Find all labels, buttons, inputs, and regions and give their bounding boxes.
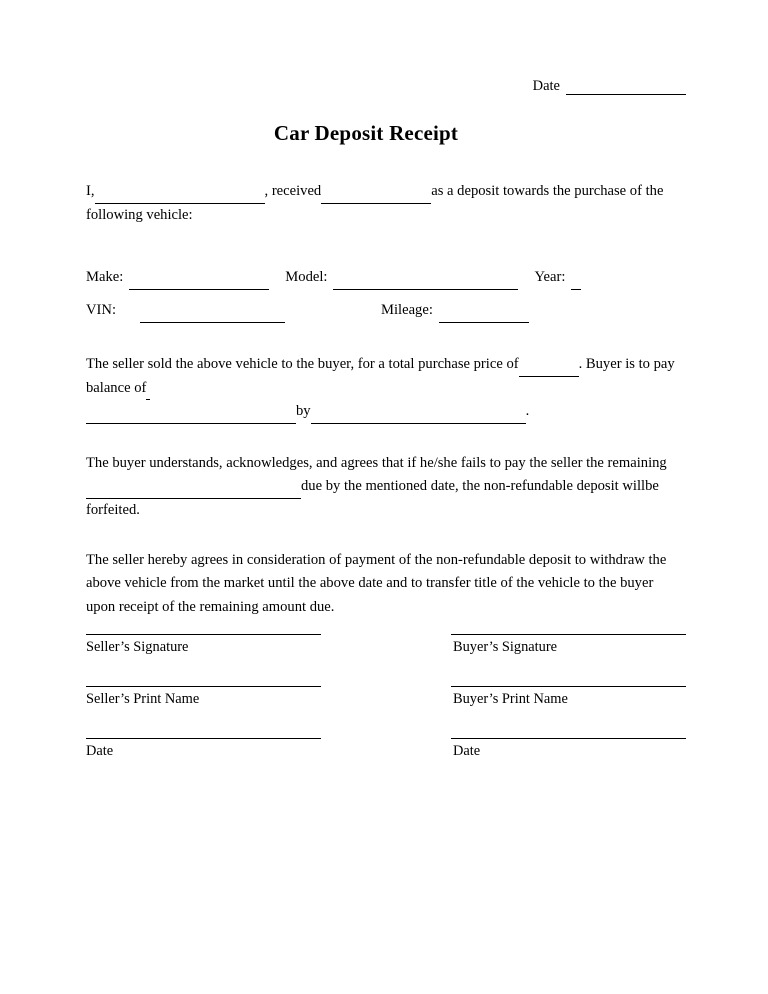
make-label: Make: [86,269,124,286]
seller-signature-field[interactable] [86,634,321,656]
buyer-signature-column [451,634,686,790]
purchase-price-line[interactable] [519,376,579,377]
sale-text-3: by [296,403,311,420]
date-input-line[interactable] [566,94,686,95]
date-field-row [86,78,686,95]
deposit-amount-line[interactable] [321,203,431,204]
default-text-3: forfeited. [86,502,140,519]
seller-signature-column [86,634,321,790]
seller-print-name-label: Seller’s Print Name [86,691,200,707]
sale-text-2: . Buyer is to pay balance of [86,355,675,396]
default-text-2: due by the mentioned date, the non-refundable deposit willbe [301,478,659,495]
signature-block [86,634,686,790]
sale-text-4: . [525,403,530,420]
intro-i-label: I, [86,183,95,199]
page-title: Car Deposit Receipt [273,121,459,145]
withdraw-clause: The seller hereby agrees in consideration of payment of the non-refundable deposit to withdraw the above vehicle from the market until the above date and to transfer title of the vehicle to the buyer upon receipt of the remaining amount due. [86,551,667,615]
buyer-date-field[interactable] [451,738,686,760]
intro-following-text: following vehicle: [86,206,193,223]
balance-line-stub[interactable] [146,399,150,400]
intro-received-label: , received [264,183,322,199]
buyer-signature-field[interactable] [451,634,686,656]
default-text-1: The buyer understands, acknowledges, and agrees that if he/she fails to pay the seller the remaining [86,454,667,471]
seller-date-label: Date [86,743,114,759]
year-input-line[interactable] [571,289,581,290]
vin-input-line[interactable] [140,322,285,323]
date-label: Date [532,78,560,94]
seller-signature-label: Seller’s Signature [86,639,189,655]
seller-print-name-field[interactable] [86,686,321,708]
model-label: Model: [285,269,328,286]
intro-deposit-text: as a deposit towards the purchase of the [431,183,664,199]
model-input-line[interactable] [333,289,518,290]
vehicle-row-make [86,265,686,290]
vin-label: VIN: [86,302,116,319]
buyer-print-name-label: Buyer’s Print Name [453,691,568,707]
buyer-signature-label: Buyer’s Signature [453,639,558,655]
balance-amount-line[interactable] [86,423,296,424]
default-clause [86,452,686,523]
mileage-input-line[interactable] [439,322,529,323]
balance-date-line[interactable] [311,423,526,424]
sale-text-1: The seller sold the above vehicle to the buyer, for a total purchase price of [86,355,519,372]
year-label: Year: [534,269,566,286]
buyer-date-label: Date [453,743,481,759]
buyer-print-name-field[interactable] [451,686,686,708]
seller-date-field[interactable] [86,738,321,760]
make-input-line[interactable] [129,289,269,290]
remaining-amount-line[interactable] [86,498,301,499]
intro-paragraph [86,180,686,227]
sale-clause [86,353,686,424]
mileage-label: Mileage: [381,302,433,319]
buyer-name-line[interactable] [95,203,265,204]
document-body [86,78,686,638]
vehicle-row-vin [86,298,686,323]
